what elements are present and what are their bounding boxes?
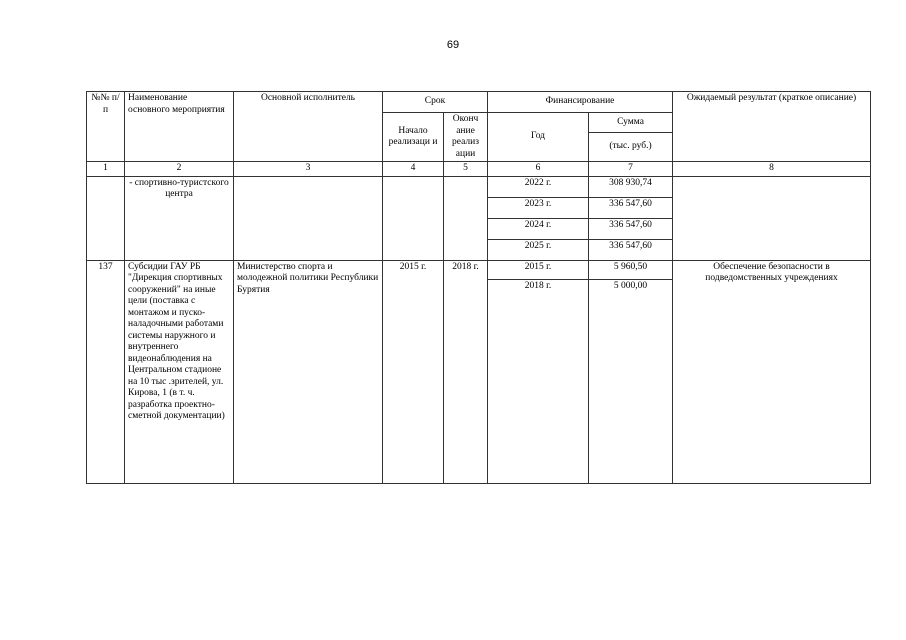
year-cell: 2015 г. [488, 260, 589, 279]
row-number: 137 [87, 260, 125, 483]
header-end: Оконч ание реализ ации [444, 113, 488, 162]
table-row [87, 260, 871, 279]
year-cell: 2018 г. [488, 279, 589, 293]
col-number: 5 [444, 162, 488, 177]
col-number: 7 [589, 162, 673, 177]
header-num: №№ п/п [87, 92, 125, 162]
start-year: 2015 г. [383, 260, 444, 483]
sum-cell: 5 960,50 [589, 260, 673, 279]
col-number: 4 [383, 162, 444, 177]
header-year: Год [488, 113, 589, 162]
sum-cell: 308 930,74 [589, 176, 673, 197]
measure-name: Субсидии ГАУ РБ "Дирекция спортивных сооружений" на иные цели (поставка с монтажом и пуско-наладочными работами системы наружного и внутреннего видеонаблюдения на Центральном стадионе на 10 тыс .зрителей, ул. Кирова, 1 (в т. ч. разработка проектно-сметной документации) [125, 260, 234, 483]
sum-cell: 336 547,60 [589, 239, 673, 260]
sum-cell: 336 547,60 [589, 197, 673, 218]
year-cell: 2025 г. [488, 239, 589, 260]
year-cell: 2022 г. [488, 176, 589, 197]
end-year: 2018 г. [444, 260, 488, 483]
header-start: Начало реализаци и [383, 113, 444, 162]
group1-name: - спортивно-туристского центра [125, 176, 234, 260]
year-cell: 2023 г. [488, 197, 589, 218]
header-term: Срок [383, 92, 488, 113]
col-number: 2 [125, 162, 234, 177]
col-number: 8 [673, 162, 871, 177]
header-sum-unit: (тыс. руб.) [589, 133, 673, 162]
header-executor: Основной исполнитель [234, 92, 383, 162]
col-number: 1 [87, 162, 125, 177]
executor: Министерство спорта и молодежной политики Республики Бурятия [234, 260, 383, 483]
header-result: Ожидаемый результат (краткое описание) [673, 92, 871, 162]
program-table [86, 91, 871, 484]
header-financing: Финансирование [488, 92, 673, 113]
sum-cell: 5 000,00 [589, 279, 673, 293]
year-cell: 2024 г. [488, 218, 589, 239]
page-number: 69 [446, 39, 460, 51]
header-name: Наименование основного мероприятия [125, 92, 234, 162]
col-number: 6 [488, 162, 589, 177]
col-number: 3 [234, 162, 383, 177]
column-number-row [87, 162, 871, 177]
header-sum: Сумма [589, 113, 673, 133]
header-row-1 [87, 92, 871, 113]
sum-cell: 336 547,60 [589, 218, 673, 239]
table-row [87, 176, 871, 197]
expected-result: Обеспечение безопасности в подведомственных учреждениях [673, 260, 871, 483]
